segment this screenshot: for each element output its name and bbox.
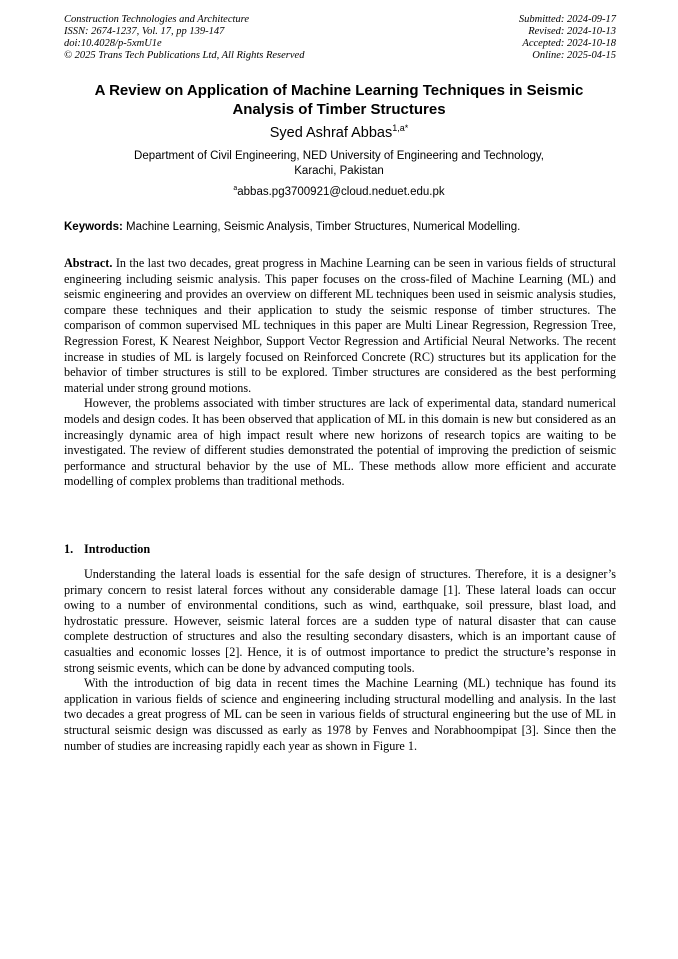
introduction-heading: [64, 542, 150, 557]
abstract-p1-text: In the last two decades, great progress in Machine Learning can be seen in various fields of structural engineering including seismic analysis. This paper focuses on the cross-filed of Machine Learning (ML) and seismic engineering and provides an overview on different ML techniques been used in seismic analysis studies, compare these techniques and their application to study the seismic response of timber structures. The comparison of common supervised ML techniques in this paper are Multi Linear Regression, Regression Tree, Regression Forest, K Nearest Neighbor, Support Vector Regression and Artificial Neural Networks. The recent increase in studies of ML is largely focused on Reinforced Concrete (RC) structures but its application for the behavior of timber structures is still to be explored. Timber structures are considered as the best performing material under strong ground motions.: [64, 256, 616, 395]
keywords: [64, 220, 616, 235]
author-line: [60, 124, 618, 142]
journal-name: Construction Technologies and Architecture: [64, 14, 250, 25]
issn-line: ISSN: 2674-1237, Vol. 17, pp 139-147: [64, 26, 225, 37]
revised-date: Revised: 2024-10-13: [528, 26, 616, 37]
keywords-text: Machine Learning, Seismic Analysis, Timber Structures, Numerical Modelling.: [126, 221, 521, 233]
abstract-paragraph-2: However, the problems associated with timber structures are lack of experimental data, standard numerical models and design codes. It has been observed that application of ML in this domain is new but considered as an increasingly dynamic area of high impact result where new horizons of research topics are waiting to be investigated. The review of different studies demonstrated the potential of improving the prediction of seismic performance and structural behavior by the use of ML. These methods allow more efficient and accurate modelling of complex problems than traditional methods.: [64, 396, 616, 489]
author-email[interactable]: abbas.pg3700921@cloud.neduet.edu.pk: [237, 186, 445, 198]
header-right: [416, 14, 616, 62]
title-line-2: Analysis of Timber Structures: [232, 101, 446, 118]
affiliation: [100, 149, 578, 179]
title-line-1: A Review on Application of Machine Learning Techniques in Seismic: [94, 82, 584, 99]
introduction-body: [64, 567, 616, 754]
doi-line: doi:10.4028/p-5xmU1e: [64, 38, 162, 49]
paper-title: [60, 81, 618, 119]
affiliation-line-1: Department of Civil Engineering, NED University of Engineering and Technology,: [134, 150, 544, 162]
abstract-label: Abstract.: [64, 256, 113, 270]
accepted-date: Accepted: 2024-10-18: [522, 38, 616, 49]
section-title: Introduction: [84, 542, 151, 556]
introduction-paragraph-1: Understanding the lateral loads is essential for the safe design of structures. Therefore, it is a designer’s primary concern to resist lateral forces without any considerable damage [1]. These lateral loads can occur owing to a number of environmental conditions, such as wind, earthquake, soil pressure, blast load, and hydrostatic pressure. However, seismic lateral forces are a sudden type of natural disaster that can cause complete destruction of structures and also the resulting secondary disasters, which is an important cause of casualties and economic losses [2]. Hence, it is of outmost importance to predict the structure’s response in strong seismic events, which can be done by advanced computing tools.: [64, 567, 616, 675]
section-number: 1.: [64, 542, 74, 556]
author-email-line: [100, 185, 578, 200]
author-superscript: 1,a*: [392, 123, 409, 133]
keywords-label: Keywords:: [64, 221, 123, 233]
email-superscript: a: [233, 185, 238, 192]
abstract-paragraph-1: [64, 256, 616, 396]
header-left: [64, 14, 404, 62]
copyright-line: © 2025 Trans Tech Publications Ltd, All Rights Reserved: [64, 50, 305, 61]
author-name: Syed Ashraf Abbas: [269, 125, 393, 141]
affiliation-line-2: Karachi, Pakistan: [294, 165, 384, 177]
introduction-paragraph-2: With the introduction of big data in recent times the Machine Learning (ML) technique has found its application in various fields of science and engineering including structural modelling and analysis. In the last two decades a great progress of ML can be seen in various fields of structural engineering but the use of ML in structural seismic design was discussed as early as 1978 by Fenves and Norabhoompipat [3]. Since then the number of studies are increasing rapidly each year as shown in Figure 1.: [64, 676, 616, 753]
online-date: Online: 2025-04-15: [532, 50, 616, 61]
abstract: [64, 256, 616, 490]
submitted-date: Submitted: 2024-09-17: [518, 14, 616, 25]
